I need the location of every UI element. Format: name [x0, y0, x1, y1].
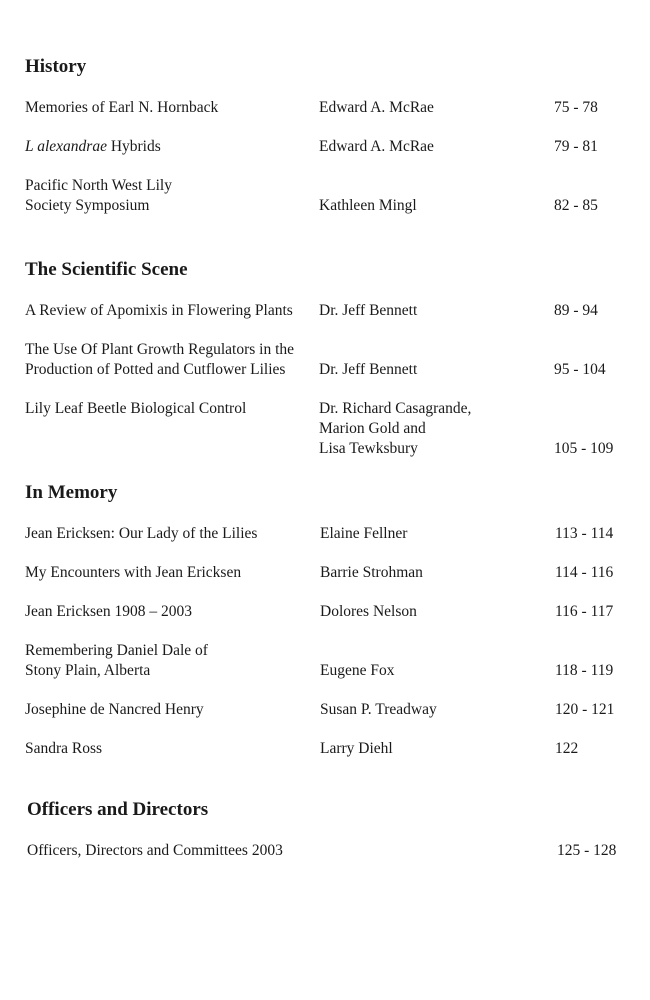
entry-title: Josephine de Nancred Henry — [25, 701, 204, 718]
entry-author: Edward A. McRae — [319, 138, 434, 155]
entry-title: Sandra Ross — [25, 740, 103, 757]
entry-pages: 122 — [555, 740, 579, 757]
entry-author: Kathleen Mingl — [319, 197, 417, 214]
entry-pages: 105 - 109 — [554, 440, 614, 457]
entry-author: Dr. Jeff Bennett — [319, 361, 418, 378]
entry-title: Jean Ericksen: Our Lady of the Lilies — [25, 525, 258, 542]
entry-pages: 125 - 128 — [557, 842, 617, 859]
entry-pages: 75 - 78 — [554, 99, 598, 116]
entry-pages: 116 - 117 — [555, 603, 614, 620]
entry-title — [25, 176, 320, 216]
entry-pages: 95 - 104 — [554, 361, 606, 378]
entry-title-line: Society Symposium — [25, 197, 150, 214]
entry-author: Dolores Nelson — [320, 603, 417, 620]
entry-author — [319, 399, 529, 459]
entry-title-line: Remembering Daniel Dale of — [25, 642, 208, 659]
entry-title-line: The Use Of Plant Growth Regulators in the — [25, 341, 295, 358]
entry-pages: 113 - 114 — [555, 525, 614, 542]
entry-title-italic: L alexandrae — [25, 138, 107, 155]
entry-title: Officers, Directors and Committees 2003 — [27, 842, 283, 859]
entry-title-line: Production of Potted and Cutflower Lilies — [25, 361, 286, 378]
entry-title-line: Stony Plain, Alberta — [25, 662, 151, 679]
entry-author-line: Dr. Richard Casagrande, — [319, 400, 472, 417]
entry-title — [25, 137, 320, 157]
entry-title: Jean Ericksen 1908 – 2003 — [25, 603, 193, 620]
entry-author: Eugene Fox — [320, 662, 395, 679]
section-heading-officers-directors: Officers and Directors — [27, 799, 209, 820]
entry-author: Barrie Strohman — [320, 564, 423, 581]
entry-title-line: Pacific North West Lily — [25, 177, 172, 194]
entry-title: My Encounters with Jean Ericksen — [25, 564, 242, 581]
section-heading-scientific-scene: The Scientific Scene — [25, 259, 188, 280]
entry-author-line: Lisa Tewksbury — [319, 440, 418, 457]
entry-author: Susan P. Treadway — [320, 701, 437, 718]
entry-author: Edward A. McRae — [319, 99, 434, 116]
section-heading-history: History — [25, 56, 87, 77]
entry-pages: 82 - 85 — [554, 197, 598, 214]
entry-pages: 114 - 116 — [555, 564, 614, 581]
entry-author-line: Marion Gold and — [319, 420, 426, 437]
entry-author: Larry Diehl — [320, 740, 393, 757]
entry-title: Memories of Earl N. Hornback — [25, 99, 219, 116]
entry-title — [25, 641, 320, 681]
entry-author: Dr. Jeff Bennett — [319, 302, 418, 319]
entry-pages: 89 - 94 — [554, 302, 598, 319]
entry-pages: 120 - 121 — [555, 701, 615, 718]
entry-title: Lily Leaf Beetle Biological Control — [25, 400, 247, 417]
section-heading-in-memory: In Memory — [25, 482, 118, 503]
entry-title — [25, 340, 320, 380]
entry-pages: 118 - 119 — [555, 662, 614, 679]
entry-pages: 79 - 81 — [554, 138, 598, 155]
entry-title-rest: Hybrids — [106, 138, 161, 155]
entry-title: A Review of Apomixis in Flowering Plants — [25, 302, 293, 319]
entry-author: Elaine Fellner — [320, 525, 408, 542]
